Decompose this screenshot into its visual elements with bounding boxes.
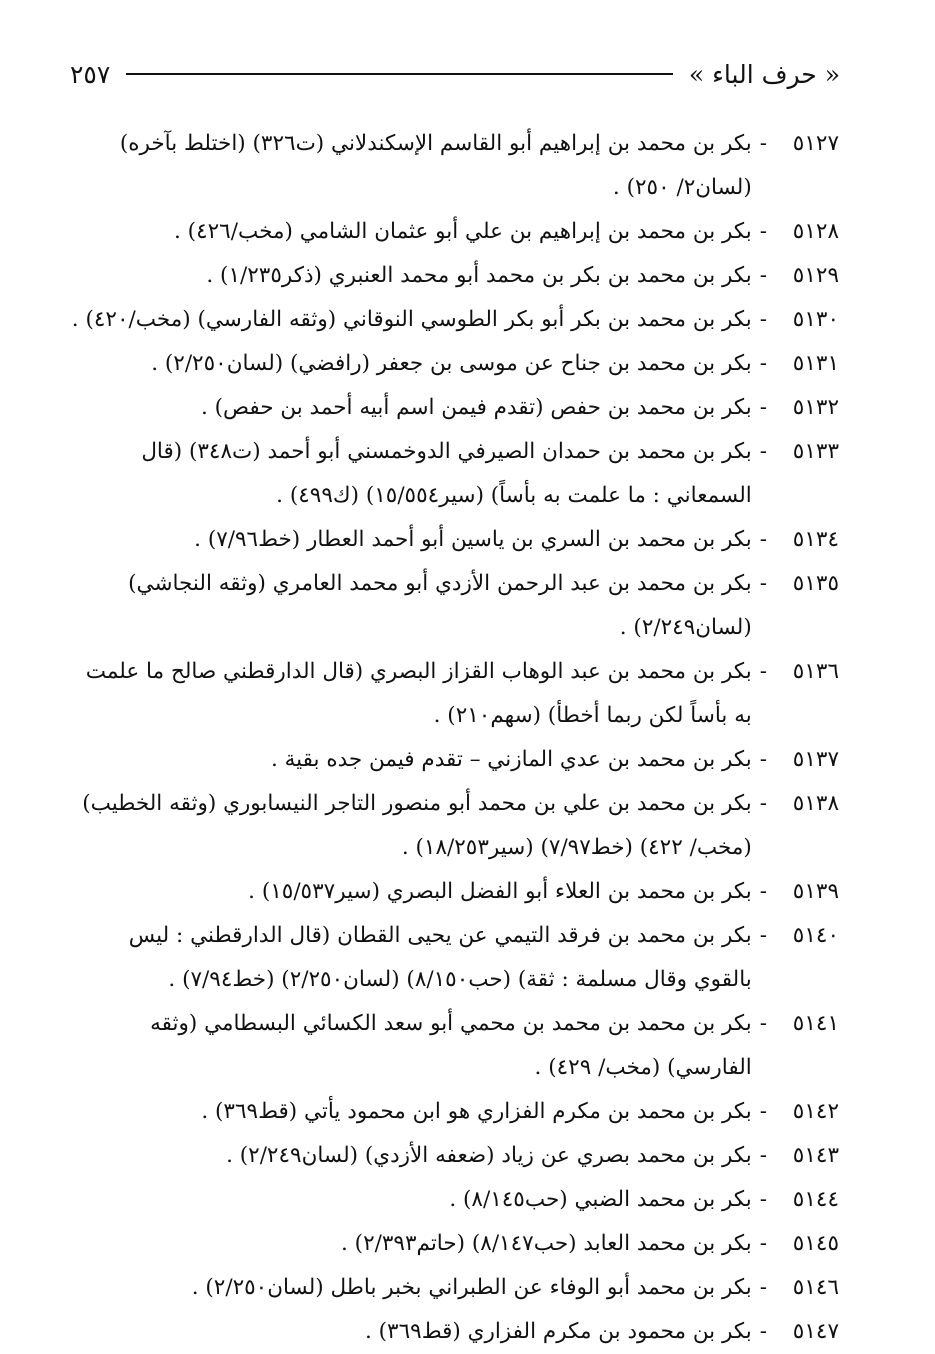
entry-text: بكر بن محمود بن مكرم الفزاري (قط٣٦٩) .	[364, 1319, 752, 1344]
entry-5146	[70, 1266, 839, 1310]
entry-5142	[70, 1090, 839, 1134]
entry-text: بكر بن محمد بن العلاء أبو الفضل البصري (سير١٥/٥٣٧) .	[248, 879, 752, 904]
entry-5141	[70, 1002, 839, 1090]
entry-dash: -	[759, 571, 767, 596]
entry-number: ٥١٣٠	[792, 307, 839, 332]
entry-text: بكر بن محمد بن عبد الرحمن الأزدي أبو محمد العامري (وثقه النجاشي) (لسان٢/٢٤٩) .	[128, 571, 752, 640]
entry-dash: -	[759, 527, 767, 552]
entry-dash: -	[759, 131, 767, 156]
entry-5135	[70, 562, 839, 650]
entry-dash: -	[759, 747, 767, 772]
entry-5129	[70, 254, 839, 298]
entry-text: بكر بن محمد بن عدي المازني – تقدم فيمن جده بقية .	[270, 747, 752, 772]
entry-number: ٥١٢٨	[792, 219, 839, 244]
entry-dash: -	[759, 791, 767, 816]
entry-number: ٥١٢٩	[792, 263, 839, 288]
entry-5138	[70, 782, 839, 870]
entry-5131	[70, 342, 839, 386]
entry-5128	[70, 210, 839, 254]
entry-dash: -	[759, 395, 767, 420]
entry-text: بكر بن محمد بن محمد بن محمي أبو سعد الكسائي البسطامي (وثقه الفارسي) (مخب/ ٤٢٩) .	[150, 1011, 752, 1080]
entry-5144	[70, 1178, 839, 1222]
entry-dash: -	[759, 1275, 767, 1300]
entry-text: بكر بن محمد بن مكرم الفزاري هو ابن محمود يأتي (قط٣٦٩) .	[201, 1099, 752, 1124]
entry-number: ٥١٣٢	[792, 395, 839, 420]
entry-5147	[70, 1310, 839, 1354]
entry-5143	[70, 1134, 839, 1178]
entry-dash: -	[759, 1099, 767, 1124]
entry-dash: -	[759, 879, 767, 904]
entry-number: ٥١٤١	[792, 1011, 839, 1036]
entry-dash: -	[759, 307, 767, 332]
entry-dash: -	[759, 659, 767, 684]
entry-text: بكر بن محمد بن بكر بن محمد أبو محمد العنبري (ذكر١/٢٣٥) .	[206, 263, 752, 288]
entry-text: بكر بن محمد العابد (حب٨/١٤٧) (حاتم٢/٣٩٣) .	[341, 1231, 752, 1256]
running-head	[70, 56, 840, 92]
chapter-title: « حرف الباء »	[688, 59, 840, 89]
entry-dash: -	[759, 1143, 767, 1168]
entry-text: بكر بن محمد بصري عن زياد (ضعفه الأزدي) (لسان٢/٢٤٩) .	[226, 1143, 752, 1168]
entry-dash: -	[759, 1319, 767, 1344]
entry-number: ٥١٤٧	[792, 1319, 839, 1344]
entry-dash: -	[759, 219, 767, 244]
entry-text: بكر بن محمد بن عبد الوهاب القزاز البصري (قال الدارقطني صالح ما علمت به بأساً لكن ربما أخطأ) (سهم٢١٠) .	[85, 659, 752, 728]
entry-text: بكر بن محمد بن إبراهيم بن علي أبو عثمان الشامي (مخب/٤٢٦) .	[174, 219, 752, 244]
entry-number: ٥١٣٥	[792, 571, 839, 596]
entry-text: بكر بن محمد بن فرقد التيمي عن يحيى القطان (قال الدارقطني : ليس بالقوي وقال مسلمة : ثقة) (حب٨/١٥٠) (لسان٢/٢٥٠) (خط٧/٩٤) .	[128, 923, 752, 992]
entry-list	[70, 122, 839, 1354]
entry-number: ٥١٣٧	[792, 747, 839, 772]
entry-number: ٥١٣٨	[792, 791, 839, 816]
entry-5139	[70, 870, 839, 914]
entry-5145	[70, 1222, 839, 1266]
header-rule	[126, 73, 673, 75]
entry-dash: -	[759, 1011, 767, 1036]
entry-text: بكر بن محمد بن بكر أبو بكر الطوسي النوقاني (وثقه الفارسي) (مخب/٤٢٠) .	[71, 307, 752, 332]
entry-number: ٥١٤٠	[792, 923, 839, 948]
entry-number: ٥١٤٤	[792, 1187, 839, 1212]
entry-5136	[70, 650, 839, 738]
entry-5133	[70, 430, 839, 518]
entry-text: بكر بن محمد بن حفص (تقدم فيمن اسم أبيه أحمد بن حفص) .	[200, 395, 752, 420]
entry-5127	[70, 122, 839, 210]
entry-text: بكر بن محمد بن حمدان الصيرفي الدوخمسني أبو أحمد (ت٣٤٨) (قال السمعاني : ما علمت به بأساً) (سير١٥/٥٥٤) (ك٤٩٩) .	[141, 439, 752, 508]
entry-number: ٥١٤٢	[792, 1099, 839, 1124]
entry-5130	[70, 298, 839, 342]
page-number: ٢٥٧	[70, 59, 111, 89]
entry-5132	[70, 386, 839, 430]
entry-5137	[70, 738, 839, 782]
entry-text: بكر بن محمد بن السري بن ياسين أبو أحمد العطار (خط٧/٩٦) .	[194, 527, 752, 552]
entry-dash: -	[759, 1187, 767, 1212]
entry-text: بكر بن محمد بن جناح عن موسى بن جعفر (رافضي) (لسان٢/٢٥٠) .	[151, 351, 752, 376]
entry-5134	[70, 518, 839, 562]
entry-number: ٥١٣٤	[792, 527, 839, 552]
entry-5140	[70, 914, 839, 1002]
entry-text: بكر بن محمد بن علي بن محمد أبو منصور التاجر النيسابوري (وثقه الخطيب) (مخب/ ٤٢٢) (خط٧/٩٧) (سير١٨/٢٥٣) .	[82, 791, 752, 860]
entry-dash: -	[759, 923, 767, 948]
entry-number: ٥١٣٩	[792, 879, 839, 904]
entry-number: ٥١٤٣	[792, 1143, 839, 1168]
entry-dash: -	[759, 263, 767, 288]
entry-number: ٥١٢٧	[792, 131, 839, 156]
entry-text: بكر بن محمد بن إبراهيم أبو القاسم الإسكندلاني (ت٣٢٦) (اختلط بآخره) (لسان٢/ ٢٥٠) .	[119, 131, 752, 200]
entry-text: بكر بن محمد الضبي (حب٨/١٤٥) .	[449, 1187, 752, 1212]
entry-number: ٥١٣٦	[792, 659, 839, 684]
entry-number: ٥١٤٦	[792, 1275, 839, 1300]
entry-number: ٥١٣٣	[792, 439, 839, 464]
entry-dash: -	[759, 1231, 767, 1256]
entry-number: ٥١٣١	[792, 351, 839, 376]
entry-number: ٥١٤٥	[792, 1231, 839, 1256]
entry-text: بكر بن محمد أبو الوفاء عن الطبراني بخبر باطل (لسان٢/٢٥٠) .	[191, 1275, 752, 1300]
entry-dash: -	[759, 439, 767, 464]
entry-dash: -	[759, 351, 767, 376]
